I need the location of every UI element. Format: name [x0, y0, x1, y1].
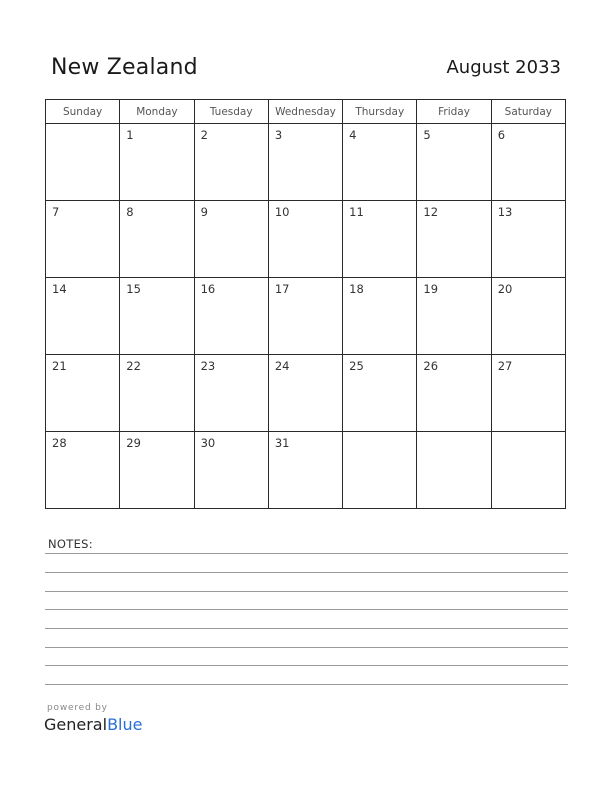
- month-calendar-grid: [45, 99, 566, 509]
- week-row: [46, 124, 566, 201]
- day-cell: [491, 278, 565, 355]
- day-cell: [120, 278, 194, 355]
- day-number: 19: [423, 282, 439, 296]
- day-number: 30: [200, 436, 216, 450]
- weekday-header: Wednesday: [268, 100, 342, 124]
- day-cell: [491, 355, 565, 432]
- calendar-country-title: New Zealand: [51, 55, 198, 80]
- note-line: [45, 609, 568, 610]
- day-number: 18: [349, 282, 364, 296]
- day-cell: [491, 432, 565, 509]
- weekday-header-row: [46, 100, 566, 124]
- calendar-month-title: August 2033: [446, 57, 561, 78]
- day-number: 22: [126, 359, 141, 373]
- day-number: 29: [126, 436, 141, 450]
- day-number: 24: [274, 359, 290, 373]
- day-number: 31: [274, 436, 290, 450]
- day-number: 17: [274, 282, 290, 296]
- day-cell: [417, 432, 491, 509]
- day-cell: [417, 201, 491, 278]
- day-number: 25: [349, 359, 364, 373]
- day-number: 12: [423, 205, 439, 219]
- day-number: 11: [349, 205, 364, 219]
- day-cell: [343, 355, 417, 432]
- day-cell: [268, 355, 342, 432]
- day-cell: [194, 355, 268, 432]
- day-number: 6: [497, 128, 506, 142]
- weekday-header: Thursday: [343, 100, 417, 124]
- note-line: [45, 665, 568, 666]
- day-cell: [120, 124, 194, 201]
- note-line: [45, 572, 568, 573]
- day-number: 20: [497, 282, 513, 296]
- day-cell: [268, 432, 342, 509]
- weekday-header: Friday: [417, 100, 491, 124]
- day-cell: [194, 201, 268, 278]
- day-number: 1: [126, 128, 134, 142]
- note-line: [45, 647, 568, 648]
- day-cell: [46, 355, 120, 432]
- day-cell: [417, 124, 491, 201]
- day-cell: [491, 124, 565, 201]
- powered-by-text: powered by: [47, 703, 108, 713]
- day-cell: [46, 278, 120, 355]
- day-number: 27: [497, 359, 513, 373]
- day-cell: [120, 432, 194, 509]
- day-cell: [46, 124, 120, 201]
- day-number: [46, 124, 119, 128]
- day-number: 26: [423, 359, 439, 373]
- day-cell: [268, 201, 342, 278]
- weekday-header: Saturday: [491, 100, 565, 124]
- day-number: 3: [274, 128, 283, 142]
- day-number: [492, 432, 565, 436]
- brand-name-blue: Blue: [107, 715, 143, 734]
- day-number: 15: [126, 282, 141, 296]
- weekday-header: Monday: [120, 100, 194, 124]
- day-number: 14: [52, 282, 67, 296]
- day-cell: [120, 355, 194, 432]
- day-number: [343, 432, 416, 436]
- day-number: 16: [200, 282, 216, 296]
- day-number: 9: [200, 205, 208, 219]
- day-cell: [343, 124, 417, 201]
- day-cell: [194, 124, 268, 201]
- day-number: 21: [52, 359, 67, 373]
- brand-name-general: General: [44, 715, 108, 734]
- brand-wordmark: [44, 717, 142, 733]
- note-line: [45, 684, 568, 685]
- day-cell: [417, 355, 491, 432]
- day-cell: [491, 201, 565, 278]
- day-cell: [343, 201, 417, 278]
- day-number: 5: [423, 128, 431, 142]
- day-number: 8: [126, 205, 134, 219]
- day-cell: [46, 432, 120, 509]
- week-row: [46, 201, 566, 278]
- day-number: 10: [274, 205, 290, 219]
- day-number: 7: [52, 205, 60, 219]
- day-cell: [417, 278, 491, 355]
- week-row: [46, 278, 566, 355]
- week-row: [46, 432, 566, 509]
- day-cell: [46, 201, 120, 278]
- note-line: [45, 591, 568, 592]
- note-line: [45, 628, 568, 629]
- note-line: [45, 553, 568, 554]
- day-cell: [268, 124, 342, 201]
- day-cell: [343, 432, 417, 509]
- day-number: 23: [200, 359, 216, 373]
- day-cell: [120, 201, 194, 278]
- generalblue-logo: [44, 704, 142, 733]
- day-number: [417, 432, 490, 436]
- day-number: 2: [200, 128, 208, 142]
- weekday-header: Sunday: [46, 100, 120, 124]
- notes-label: NOTES:: [48, 537, 93, 551]
- day-number: 4: [349, 128, 357, 142]
- day-cell: [194, 432, 268, 509]
- day-number: 13: [497, 205, 513, 219]
- weekday-header: Tuesday: [194, 100, 268, 124]
- week-row: [46, 355, 566, 432]
- day-cell: [343, 278, 417, 355]
- day-number: 28: [52, 436, 67, 450]
- day-cell: [268, 278, 342, 355]
- day-cell: [194, 278, 268, 355]
